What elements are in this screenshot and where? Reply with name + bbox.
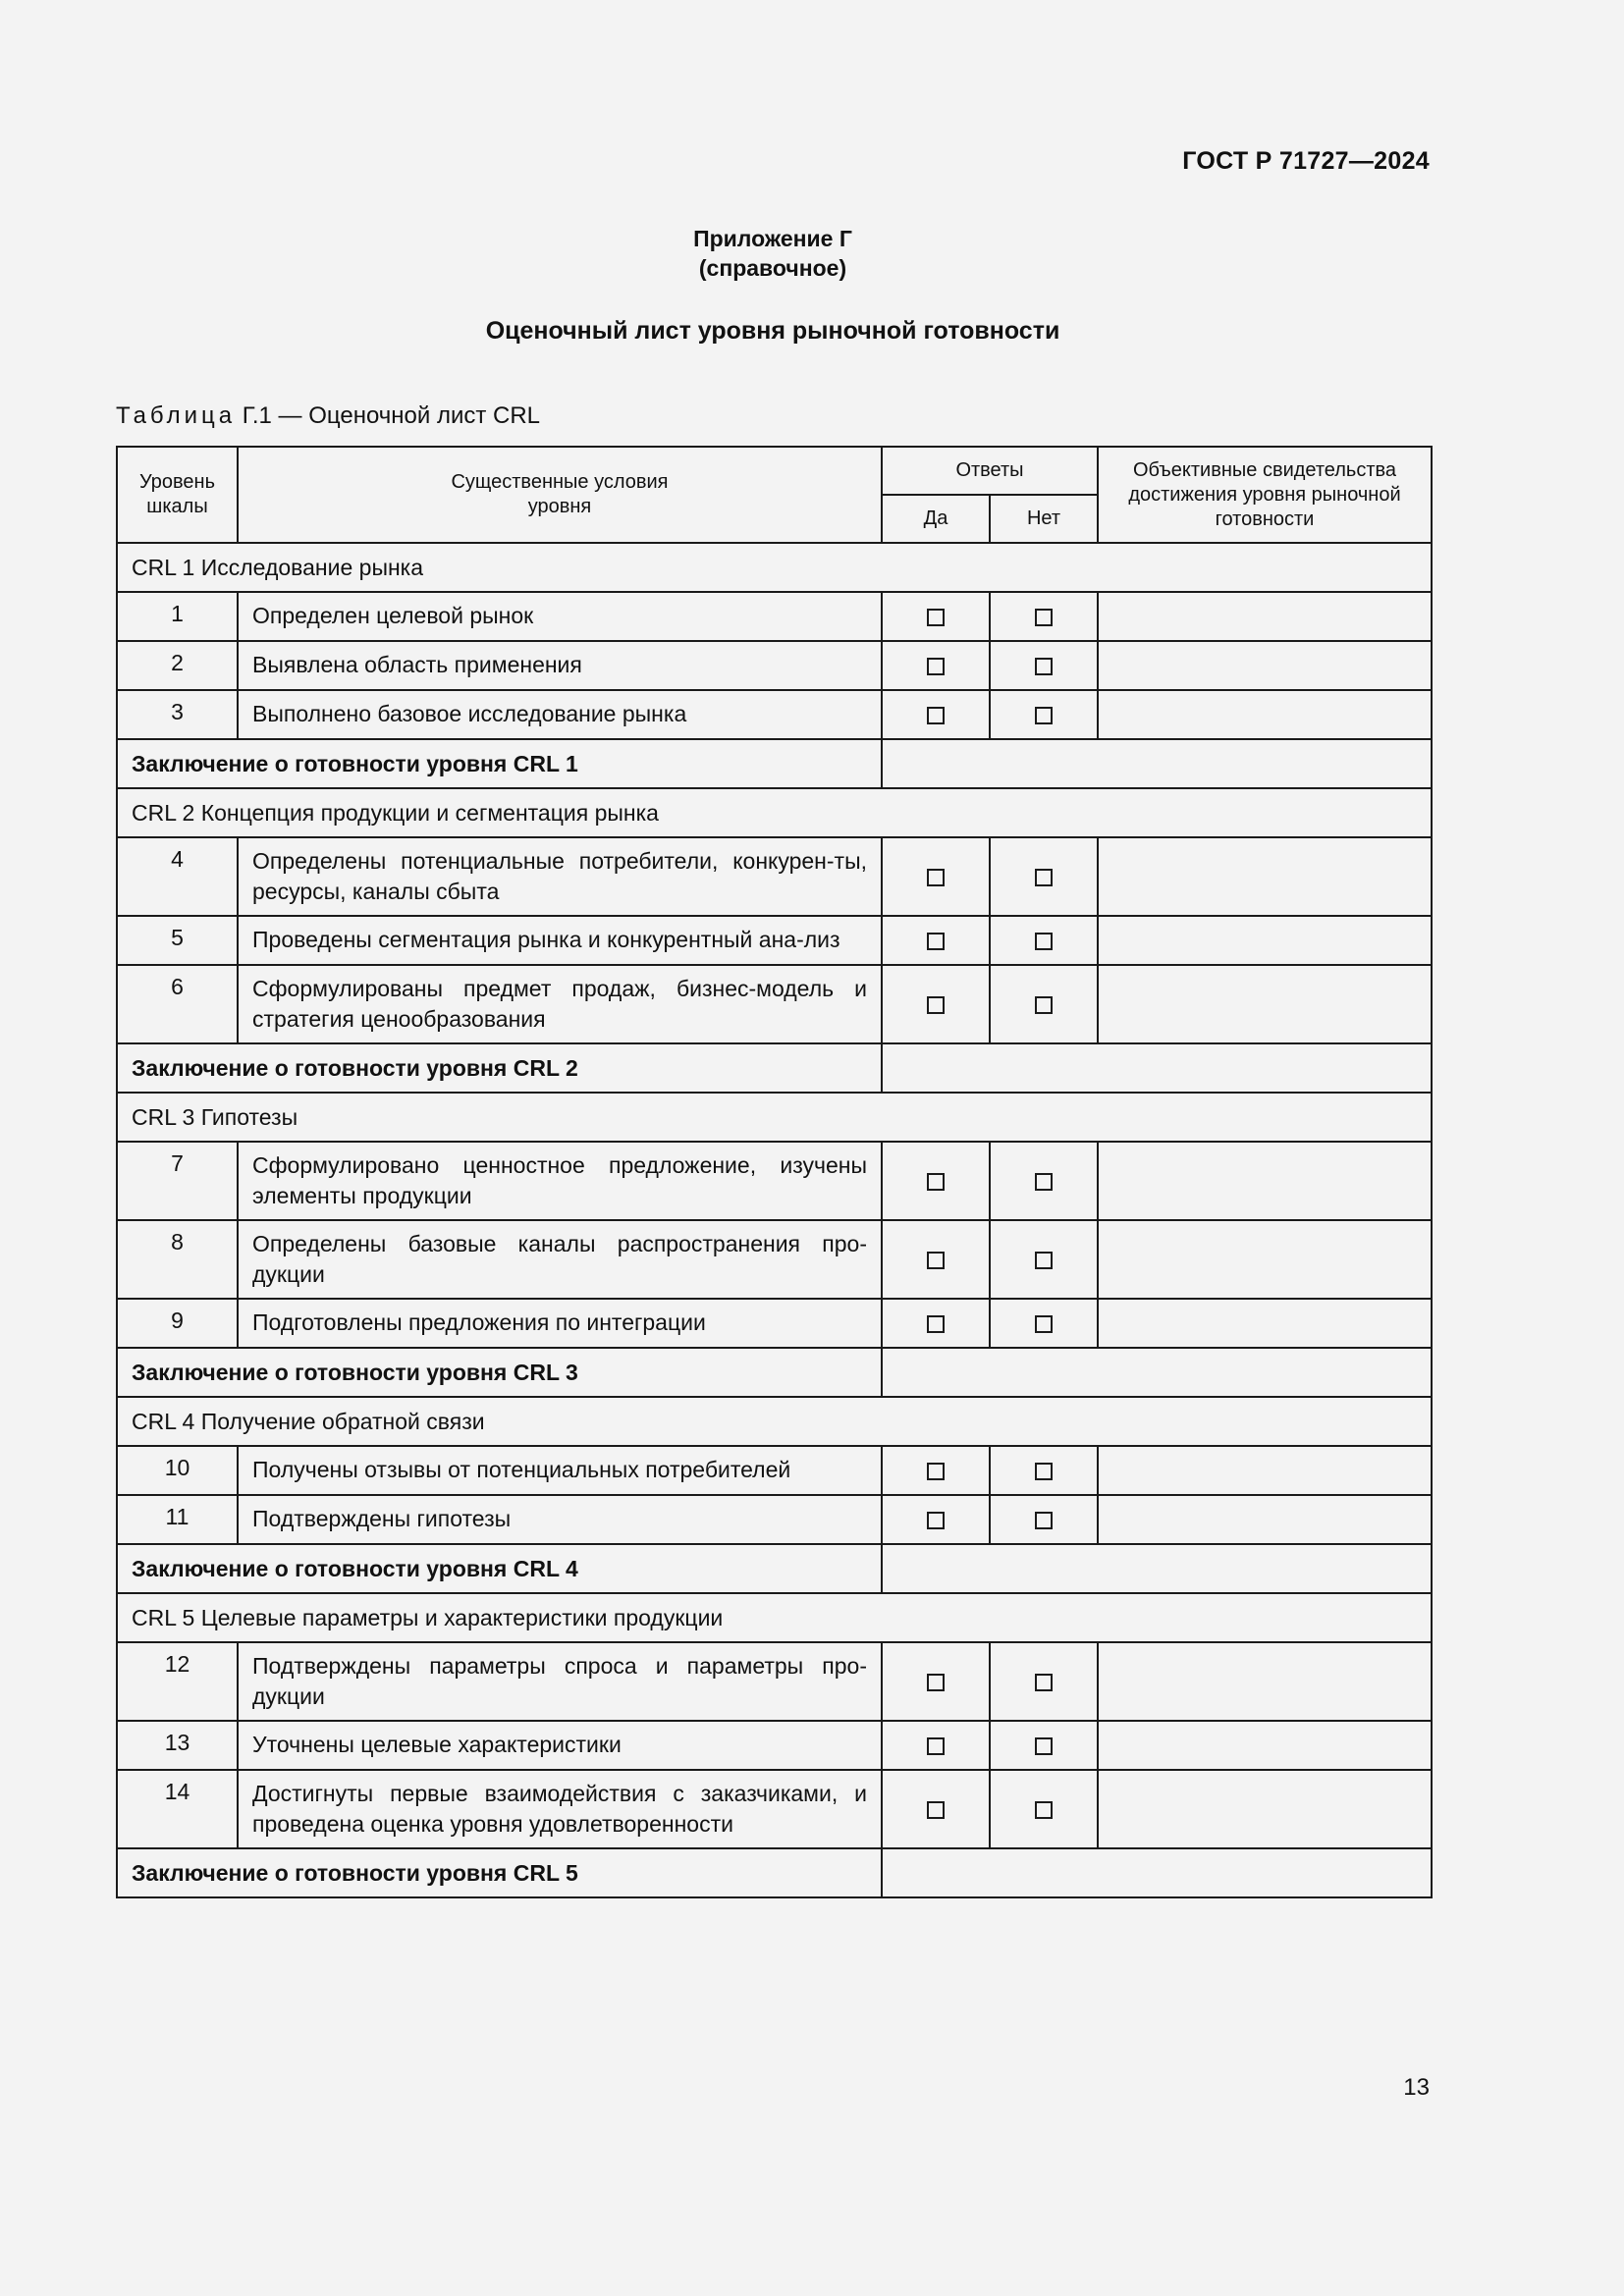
condition-text: Определены базовые каналы распространения про-дукции <box>238 1220 882 1299</box>
level-number: 12 <box>117 1642 238 1721</box>
answer-no-cell <box>990 1220 1098 1299</box>
answer-yes-cell <box>882 690 990 739</box>
answer-no-checkbox[interactable] <box>1035 1463 1053 1480</box>
evidence-cell[interactable] <box>1098 965 1432 1043</box>
answer-yes-cell <box>882 837 990 916</box>
answer-yes-cell <box>882 965 990 1043</box>
answer-no-cell <box>990 1721 1098 1770</box>
answer-no-cell <box>990 1142 1098 1220</box>
answer-yes-cell <box>882 641 990 690</box>
section-row <box>117 543 1432 592</box>
conclusion-label: Заключение о готовности уровня CRL 4 <box>117 1544 882 1593</box>
conclusion-row <box>117 739 1432 788</box>
evidence-cell[interactable] <box>1098 1495 1432 1544</box>
answer-no-cell <box>990 592 1098 641</box>
conclusion-row <box>117 1848 1432 1897</box>
header-conditions: Существенные условия уровня <box>238 447 882 543</box>
answer-no-cell <box>990 837 1098 916</box>
answer-no-cell <box>990 1642 1098 1721</box>
condition-text: Определен целевой рынок <box>238 592 882 641</box>
evidence-cell[interactable] <box>1098 1446 1432 1495</box>
evidence-cell[interactable] <box>1098 1770 1432 1848</box>
level-number: 3 <box>117 690 238 739</box>
table-row <box>117 1495 1432 1544</box>
level-number: 13 <box>117 1721 238 1770</box>
answer-yes-cell <box>882 916 990 965</box>
evidence-cell[interactable] <box>1098 592 1432 641</box>
level-number: 8 <box>117 1220 238 1299</box>
conclusion-label: Заключение о готовности уровня CRL 3 <box>117 1348 882 1397</box>
answer-no-checkbox[interactable] <box>1035 1674 1053 1691</box>
document-code: ГОСТ Р 71727—2024 <box>1182 147 1430 175</box>
answer-yes-checkbox[interactable] <box>927 1801 945 1819</box>
answer-yes-checkbox[interactable] <box>927 1737 945 1755</box>
appendix-subtitle: (справочное) <box>698 255 847 281</box>
condition-text: Подтверждены параметры спроса и параметры про-дукции <box>238 1642 882 1721</box>
answer-no-checkbox[interactable] <box>1035 1512 1053 1529</box>
condition-text: Сформулировано ценностное предложение, изучены элементы продукции <box>238 1142 882 1220</box>
table-row <box>117 641 1432 690</box>
evidence-cell[interactable] <box>1098 837 1432 916</box>
header-no: Нет <box>990 495 1098 543</box>
condition-text: Подтверждены гипотезы <box>238 1495 882 1544</box>
answer-yes-cell <box>882 1770 990 1848</box>
condition-text: Уточнены целевые характеристики <box>238 1721 882 1770</box>
condition-text: Сформулированы предмет продаж, бизнес-модель и стратегия ценообразования <box>238 965 882 1043</box>
section-title: CRL 1 Исследование рынка <box>117 543 1432 592</box>
answer-yes-checkbox[interactable] <box>927 869 945 886</box>
answer-yes-cell <box>882 1142 990 1220</box>
table-row <box>117 1721 1432 1770</box>
answer-no-checkbox[interactable] <box>1035 707 1053 724</box>
level-number: 7 <box>117 1142 238 1220</box>
table-row <box>117 690 1432 739</box>
level-number: 9 <box>117 1299 238 1348</box>
answer-no-cell <box>990 965 1098 1043</box>
section-row <box>117 788 1432 837</box>
level-number: 5 <box>117 916 238 965</box>
condition-text: Подготовлены предложения по интеграции <box>238 1299 882 1348</box>
condition-text: Получены отзывы от потенциальных потребителей <box>238 1446 882 1495</box>
answer-yes-cell <box>882 1642 990 1721</box>
table-row <box>117 965 1432 1043</box>
table-row <box>117 1299 1432 1348</box>
answer-yes-checkbox[interactable] <box>927 1252 945 1269</box>
table-row <box>117 837 1432 916</box>
level-number: 10 <box>117 1446 238 1495</box>
answer-no-checkbox[interactable] <box>1035 1252 1053 1269</box>
level-number: 11 <box>117 1495 238 1544</box>
table-row <box>117 592 1432 641</box>
table-caption-prefix: Таблица <box>116 402 237 429</box>
table-row <box>117 1446 1432 1495</box>
conclusion-row <box>117 1544 1432 1593</box>
conclusion-value-cell[interactable] <box>882 739 1432 788</box>
header-level: Уровень шкалы <box>117 447 238 543</box>
answer-yes-checkbox[interactable] <box>927 1674 945 1691</box>
sheet-title: Оценочный лист уровня рыночной готовности <box>485 317 1060 345</box>
answer-no-cell <box>990 690 1098 739</box>
section-title: CRL 3 Гипотезы <box>117 1093 1432 1142</box>
answer-yes-cell <box>882 592 990 641</box>
conclusion-label: Заключение о готовности уровня CRL 5 <box>117 1848 882 1897</box>
level-number: 2 <box>117 641 238 690</box>
answer-no-cell <box>990 1446 1098 1495</box>
answer-no-checkbox[interactable] <box>1035 1315 1053 1333</box>
answer-yes-cell <box>882 1299 990 1348</box>
conclusion-row <box>117 1348 1432 1397</box>
level-number: 1 <box>117 592 238 641</box>
conclusion-label: Заключение о готовности уровня CRL 2 <box>117 1043 882 1093</box>
answer-no-cell <box>990 1495 1098 1544</box>
answer-no-checkbox[interactable] <box>1035 1173 1053 1191</box>
header-answers: Ответы <box>882 447 1098 495</box>
answer-no-checkbox[interactable] <box>1035 996 1053 1014</box>
conclusion-label: Заключение о готовности уровня CRL 1 <box>117 739 882 788</box>
table-caption-text: Г.1 — Оценочной лист CRL <box>236 402 541 429</box>
answer-yes-cell <box>882 1446 990 1495</box>
evidence-cell[interactable] <box>1098 1220 1432 1299</box>
header-evidence: Объективные свидетельства достижения уровня рыночной готовности <box>1098 447 1432 543</box>
answer-yes-checkbox[interactable] <box>927 1173 945 1191</box>
conclusion-value-cell[interactable] <box>882 1348 1432 1397</box>
condition-text: Проведены сегментация рынка и конкурентный ана-лиз <box>238 916 882 965</box>
answer-no-checkbox[interactable] <box>1035 658 1053 675</box>
table-caption <box>116 402 540 430</box>
answer-no-cell <box>990 1299 1098 1348</box>
crl-assessment-table <box>116 446 1433 1898</box>
condition-text: Выявлена область применения <box>238 641 882 690</box>
answer-no-checkbox[interactable] <box>1035 609 1053 626</box>
table-body <box>117 543 1432 1897</box>
evidence-cell[interactable] <box>1098 1642 1432 1721</box>
condition-text: Определены потенциальные потребители, конкурен-ты, ресурсы, каналы сбыта <box>238 837 882 916</box>
answer-yes-checkbox[interactable] <box>927 1512 945 1529</box>
answer-yes-checkbox[interactable] <box>927 933 945 950</box>
table-row <box>117 1642 1432 1721</box>
condition-text: Выполнено базовое исследование рынка <box>238 690 882 739</box>
table-row <box>117 1770 1432 1848</box>
evidence-cell[interactable] <box>1098 916 1432 965</box>
table-header <box>117 447 1432 543</box>
answer-yes-checkbox[interactable] <box>927 996 945 1014</box>
answer-yes-checkbox[interactable] <box>927 658 945 675</box>
answer-no-checkbox[interactable] <box>1035 1737 1053 1755</box>
condition-text: Достигнуты первые взаимодействия с заказчиками, и проведена оценка уровня удовлетворенности <box>238 1770 882 1848</box>
section-row <box>117 1397 1432 1446</box>
section-title: CRL 5 Целевые параметры и характеристики продукции <box>117 1593 1432 1642</box>
conclusion-row <box>117 1043 1432 1093</box>
section-title: CRL 4 Получение обратной связи <box>117 1397 1432 1446</box>
answer-no-checkbox[interactable] <box>1035 869 1053 886</box>
answer-no-cell <box>990 1770 1098 1848</box>
conclusion-value-cell[interactable] <box>882 1043 1432 1093</box>
evidence-cell[interactable] <box>1098 690 1432 739</box>
section-row <box>117 1593 1432 1642</box>
table-row <box>117 1220 1432 1299</box>
answer-yes-checkbox[interactable] <box>927 707 945 724</box>
evidence-cell[interactable] <box>1098 1142 1432 1220</box>
header-yes: Да <box>882 495 990 543</box>
page-number: 13 <box>1403 2074 1430 2101</box>
table-row <box>117 1142 1432 1220</box>
section-title: CRL 2 Концепция продукции и сегментация рынка <box>117 788 1432 837</box>
answer-no-cell <box>990 641 1098 690</box>
level-number: 4 <box>117 837 238 916</box>
answer-yes-cell <box>882 1220 990 1299</box>
evidence-cell[interactable] <box>1098 641 1432 690</box>
evidence-cell[interactable] <box>1098 1721 1432 1770</box>
answer-yes-checkbox[interactable] <box>927 1315 945 1333</box>
level-number: 14 <box>117 1770 238 1848</box>
level-number: 6 <box>117 965 238 1043</box>
answer-no-checkbox[interactable] <box>1035 1801 1053 1819</box>
answer-no-checkbox[interactable] <box>1035 933 1053 950</box>
table-row <box>117 916 1432 965</box>
section-row <box>117 1093 1432 1142</box>
answer-yes-checkbox[interactable] <box>927 609 945 626</box>
conclusion-value-cell[interactable] <box>882 1544 1432 1593</box>
answer-no-cell <box>990 916 1098 965</box>
conclusion-value-cell[interactable] <box>882 1848 1432 1897</box>
answer-yes-cell <box>882 1495 990 1544</box>
answer-yes-checkbox[interactable] <box>927 1463 945 1480</box>
appendix-title: Приложение Г <box>693 226 852 251</box>
answer-yes-cell <box>882 1721 990 1770</box>
appendix-heading <box>0 224 1545 283</box>
evidence-cell[interactable] <box>1098 1299 1432 1348</box>
